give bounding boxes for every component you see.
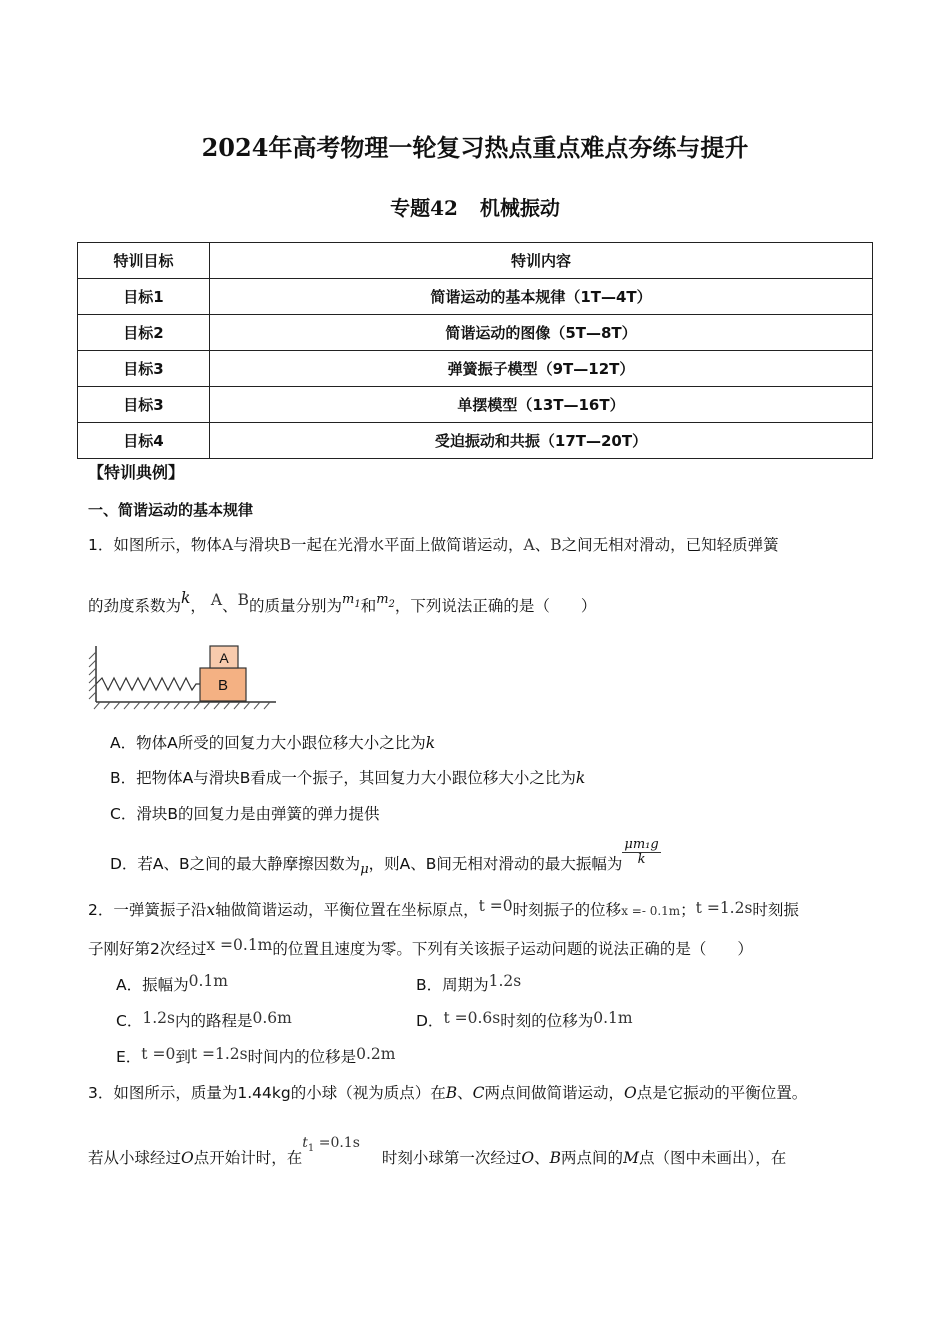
table-header-cell: 特训内容 xyxy=(210,243,873,279)
q3-text: 点开始计时，在 xyxy=(193,1149,303,1167)
point-o: O xyxy=(521,1149,535,1167)
option-text: C．滑块B的回复力是由弹簧的弹力提供 xyxy=(110,805,380,823)
q2-text: 一弹簧振子沿 xyxy=(113,901,207,919)
option-text: E． xyxy=(116,1048,142,1066)
option-value: 0.2m xyxy=(356,1045,396,1063)
q1-text: 与滑块 xyxy=(233,536,280,554)
table-cell: 目标1 xyxy=(78,279,210,315)
wall-hatching xyxy=(89,652,96,699)
option-text: 内的路程是 xyxy=(174,1012,253,1030)
table-header-cell: 特训目标 xyxy=(78,243,210,279)
option-value: 0.1m xyxy=(593,1009,633,1027)
time-value: t =1.2s xyxy=(695,899,753,917)
q2-option-d[interactable] xyxy=(416,1009,633,1031)
q1-mass-2: m2 xyxy=(376,592,395,610)
q1-mass-1: m1 xyxy=(342,592,361,610)
topic-title xyxy=(0,192,950,221)
q1-object-b: B xyxy=(237,591,249,609)
q3-text: 点（图中未画出），在 xyxy=(638,1149,787,1167)
q1-object-a: A xyxy=(221,536,234,554)
topic-name: 机械振动 xyxy=(479,196,560,220)
x-axis-symbol: x xyxy=(206,901,216,919)
table-cell: 简谐运动的基本规律（1T—4T） xyxy=(210,279,873,315)
option-text: 时间内的位移是 xyxy=(247,1048,357,1066)
spring xyxy=(96,678,200,690)
table-row xyxy=(78,315,873,351)
q1-text: 、 xyxy=(534,536,551,554)
point-o: O xyxy=(624,1084,637,1102)
q1-text: 的质量分别为 xyxy=(248,597,342,615)
displacement-value: x =0.1m xyxy=(206,936,273,954)
q1-text: 的劲度系数为 xyxy=(88,597,182,615)
q2-line-1 xyxy=(88,898,799,920)
option-value: 0.6m xyxy=(252,1009,292,1027)
q2-option-a[interactable] xyxy=(116,973,228,995)
q1-option-d[interactable] xyxy=(110,837,661,877)
point-m: M xyxy=(623,1149,639,1167)
q2-text: 的位置且速度为零。下列有关该振子运动问题的说法正确的是（ ） xyxy=(272,940,753,958)
q1-text: 、 xyxy=(222,597,238,615)
question-number: 3． xyxy=(88,1084,114,1102)
q1-line-2 xyxy=(88,589,597,618)
table-cell: 单摆模型（13T—16T） xyxy=(210,387,873,423)
q3-line-2 xyxy=(88,1135,787,1170)
q1-text: ， xyxy=(190,597,206,615)
max-amplitude-fraction: $\frac{\text{μm₁g}}{k}$ xyxy=(624,837,659,867)
option-text: A．物体A所受的回复力大小跟位移大小之比为 xyxy=(110,734,426,752)
option-value: t =0 xyxy=(141,1045,176,1063)
training-targets-table xyxy=(77,242,873,459)
table-cell: 目标2 xyxy=(78,315,210,351)
friction-coefficient-symbol: μ xyxy=(360,862,369,877)
block-b-label: B xyxy=(217,677,229,694)
option-text: 时刻的位移为 xyxy=(500,1012,594,1030)
point-b: B xyxy=(445,1084,458,1102)
table-cell: 简谐运动的图像（5T—8T） xyxy=(210,315,873,351)
q3-text: 如图所示，质量为1.44kg的小球（视为质点）在 xyxy=(113,1084,446,1102)
q3-line-1 xyxy=(88,1081,807,1103)
table-header-row xyxy=(78,243,873,279)
stiffness-symbol: k xyxy=(575,769,586,787)
q3-text: 、 xyxy=(534,1149,550,1167)
option-value: 0.1m xyxy=(188,972,228,990)
q3-text: 若从小球经过 xyxy=(88,1149,182,1167)
point-b: B xyxy=(549,1149,562,1167)
table-row xyxy=(78,387,873,423)
topic-number: 专题42 xyxy=(390,196,458,220)
table-cell: 弹簧振子模型（9T—12T） xyxy=(210,351,873,387)
q2-text: 子刚好第2次经过 xyxy=(88,940,207,958)
section-heading-basic-laws: 一、简谐运动的基本规律 xyxy=(88,501,254,519)
q2-option-c[interactable] xyxy=(116,1009,292,1031)
q3-text: 两点间做简谐运动， xyxy=(484,1084,624,1102)
table-cell: 受迫振动和共振（17T—20T） xyxy=(210,423,873,459)
q3-text: 点是它振动的平衡位置。 xyxy=(636,1084,808,1102)
q2-line-2 xyxy=(88,937,753,959)
q2-option-b[interactable] xyxy=(416,973,521,995)
q3-text: 、 xyxy=(457,1084,473,1102)
q1-option-c[interactable] xyxy=(110,802,379,824)
q1-text: 之间无相对滑动，已知轻质弹簧 xyxy=(561,536,779,554)
time-t1: $t_1 =0.1s$ xyxy=(302,1135,360,1154)
q1-stiffness-symbol: k xyxy=(181,589,191,607)
q2-text: 轴做简谐运动，平衡位置在坐标原点， xyxy=(215,901,479,919)
q2-option-e[interactable] xyxy=(116,1045,395,1067)
initial-displacement: x =- 0.1m xyxy=(621,904,681,918)
table-row xyxy=(78,351,873,387)
q1-text: 一起在光滑水平面上做简谐运动， xyxy=(291,536,524,554)
stiffness-symbol: k xyxy=(425,734,436,752)
option-value: t =0.6s xyxy=(443,1009,501,1027)
q3-text: 两点间的 xyxy=(561,1149,624,1167)
point-o: O xyxy=(181,1149,194,1167)
block-a-label: A xyxy=(219,650,229,666)
q1-object-b: B xyxy=(550,536,562,554)
q1-object-b: B xyxy=(279,536,291,554)
q1-option-a[interactable] xyxy=(110,731,435,753)
table-cell: 目标3 xyxy=(78,387,210,423)
question-number: 1． xyxy=(88,536,114,554)
table-row xyxy=(78,423,873,459)
q2-text: 时刻振 xyxy=(752,901,799,919)
option-text: ，则A、B间无相对滑动的最大振幅为 xyxy=(368,855,623,873)
q1-text: 和 xyxy=(360,597,377,615)
q1-text: 如图所示，物体 xyxy=(113,536,222,554)
q3-text: 时刻小球第一次经过 xyxy=(381,1149,522,1167)
option-text: B．周期为 xyxy=(416,976,489,994)
point-c: C xyxy=(472,1084,485,1102)
section-heading-examples: 【特训典例】 xyxy=(88,463,185,482)
table-cell: 目标3 xyxy=(78,351,210,387)
option-value: t =1.2s xyxy=(190,1045,248,1063)
option-text: D． xyxy=(416,1012,444,1030)
q1-text: ，下列说法正确的是（ ） xyxy=(394,597,597,615)
q1-object-a: A xyxy=(523,536,535,554)
option-text: 到 xyxy=(175,1048,191,1066)
option-text: D．若A、B之间的最大静摩擦因数为 xyxy=(110,855,361,873)
table-cell: 目标4 xyxy=(78,423,210,459)
question-number: 2． xyxy=(88,901,114,919)
option-value: 1.2s xyxy=(488,972,522,990)
q1-line-1 xyxy=(88,533,779,555)
option-text: B．把物体A与滑块B看成一个振子，其回复力大小跟位移大小之比为 xyxy=(110,769,576,787)
spring-block-figure xyxy=(88,640,278,712)
option-text: A．振幅为 xyxy=(116,976,189,994)
q2-text: 时刻振子的位移 xyxy=(512,901,622,919)
option-text: C． xyxy=(116,1012,143,1030)
q2-text: ； xyxy=(680,901,696,919)
page-title: 2024年高考物理一轮复习热点重点难点夯练与提升 xyxy=(201,133,749,162)
option-value: 1.2s xyxy=(142,1009,175,1027)
time-zero: t =0 xyxy=(478,897,513,915)
q1-object-a: A xyxy=(210,591,223,609)
q1-option-b[interactable] xyxy=(110,766,585,788)
floor-hatching xyxy=(94,702,270,709)
table-row xyxy=(78,279,873,315)
